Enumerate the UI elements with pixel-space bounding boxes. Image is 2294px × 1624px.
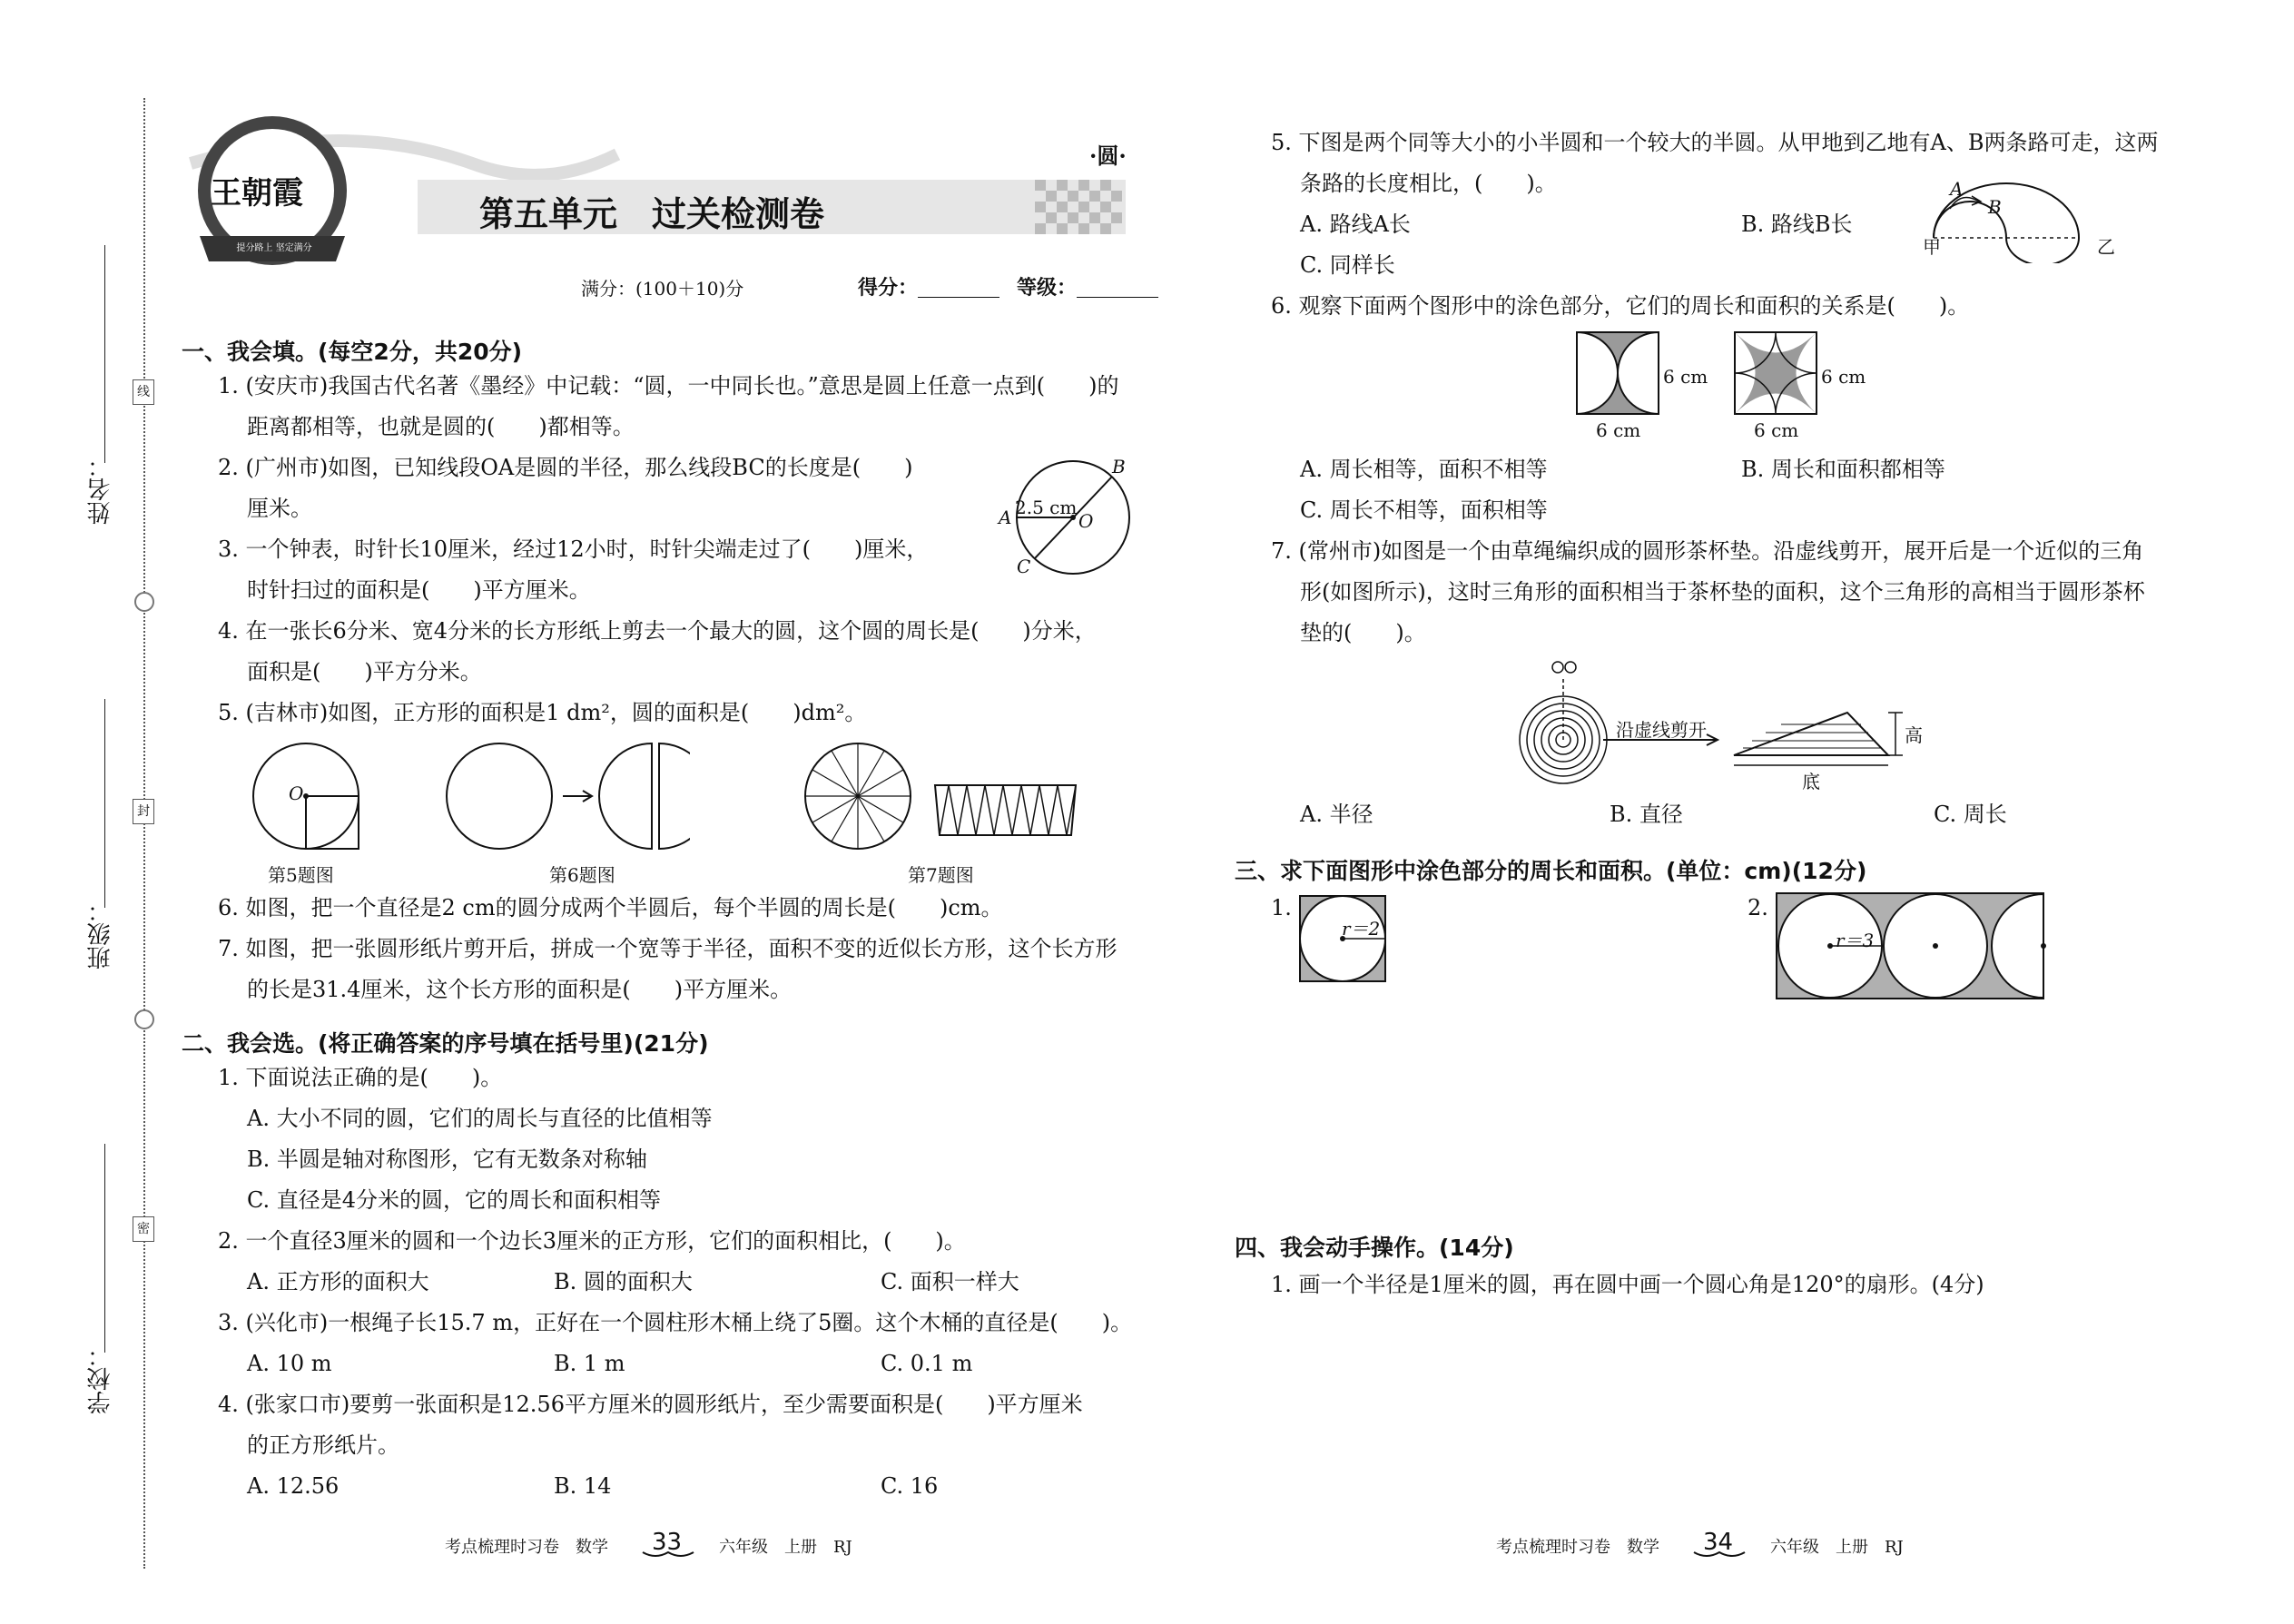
s2-option[interactable]: B. 14 [554,1473,612,1499]
s2-line: 3. (兴化市)一根绳子长15.7 m，正好在一个圆柱形木桶上绕了5圈。这个木桶的直径是( )。 [218,1310,1133,1335]
s2-option[interactable]: C. 面积一样大 [881,1269,1019,1294]
r-q5-start: 甲 [1923,236,1941,258]
s2-line: 的正方形纸片。 [247,1432,399,1458]
q2-point-o: O [1078,510,1094,532]
school-blank[interactable] [104,1144,105,1353]
brand-slogan: 提分路上 坚定满分 [236,243,312,253]
r-q5-option[interactable]: B. 路线B长 [1741,212,1853,237]
r-q7-line: 7. (常州市)如图是一个由草绳编织成的圆形茶杯垫。沿虚线剪开，展开后是一个近似的三角 [1271,538,2144,564]
r-q7-base-label: 底 [1802,771,1820,792]
full-score: 满分：(100＋10)分 [581,278,744,300]
left-page-number-book-icon [641,1549,695,1561]
grade-label-text: 等级： [1017,276,1078,300]
unit-topic: ·圆· [1089,143,1127,169]
binding-ornament-icon [134,592,154,612]
s1-line: 的长是31.4厘米，这个长方形的面积是( )平方厘米。 [247,977,793,1002]
s2-option[interactable]: A. 10 m [247,1351,332,1376]
r-q7-option[interactable]: A. 半径 [1300,802,1373,827]
s1-line: 3. 一个钟表，时针长10厘米，经过12小时，时针尖端走过了( )厘米， [218,536,929,562]
s1-line: 1. (安庆市)我国古代名著《墨经》中记载：“圆，一中同长也。”意思是圆上任意一点到( )的 [218,373,1119,399]
r-q5-line: 条路的长度相比，( )。 [1300,171,1557,196]
school-label: 学校： [87,1343,114,1414]
right-footer-text: 考点梳理时习卷 数学 [1496,1538,1659,1557]
binding-dotted-line [143,98,145,1569]
s2-option[interactable]: A. 正方形的面积大 [247,1269,429,1294]
r-q5-option[interactable]: A. 路线A长 [1300,212,1411,237]
r-q7-line: 垫的( )。 [1300,620,1426,645]
section2-title: 二、我会选。(将正确答案的序号填在括号里)(21分) [182,1030,709,1057]
q2-radius-label: 2.5 cm [1015,497,1078,518]
grade-blank[interactable] [1077,297,1158,298]
s3-item-1: 1. [1271,895,1292,920]
r-q5-line: 5. 下图是两个同等大小的小半圆和一个较大的半圆。从甲地到乙地有A、B两条路可走，这两 [1271,130,2159,155]
s1-line: 7. 如图，把一张圆形纸片剪开后，拼成一个宽等于半径，面积不变的近似长方形，这个长方形 [218,936,1117,961]
grade-label [1017,278,1158,298]
r-q5-end: 乙 [2097,236,2115,258]
s1-line: 5. (吉林市)如图，正方形的面积是1 dm²，圆的面积是( )dm²。 [218,700,867,725]
right-page-number-book-icon [1692,1549,1747,1561]
s2-option[interactable]: C. 0.1 m [881,1351,973,1376]
seal-char-line: 线 [133,379,154,405]
q2-point-a: A [999,507,1012,528]
brand-name: 王朝霞 [211,175,303,212]
class-label: 班级： [87,899,114,969]
score-label [858,278,999,298]
s1-line: 6. 如图，把一个直径是2 cm的圆分成两个半圆后，每个半圆的周长是( )cm。 [218,895,1003,920]
right-page-number: 34 [1703,1529,1734,1556]
r-q6-side-label-2: 6 cm [1821,366,1866,388]
s1-line: 4. 在一张长6分米、宽4分米的长方形纸上剪去一个最大的圆，这个圆的周长是( )分米， [218,618,1097,644]
name-blank[interactable] [104,245,105,463]
s2-option[interactable]: A. 12.56 [247,1473,340,1499]
left-page-number: 33 [652,1529,683,1556]
section4-title: 四、我会动手操作。(14分) [1235,1235,1514,1261]
scissors-icon [1552,662,1563,673]
s2-option[interactable]: B. 圆的面积大 [554,1269,693,1294]
s1-line: 厘米。 [247,496,312,521]
r-q7-height-label: 高 [1905,724,1923,746]
q6-figure [445,740,690,858]
q6-caption: 第6题图 [549,864,615,886]
s2-option[interactable]: B. 半圆是轴对称图形，它有无数条对称轴 [247,1147,647,1172]
s1-line: 时针扫过的面积是( )平方厘米。 [247,577,591,603]
r-q6-option[interactable]: B. 周长和面积都相等 [1741,457,1945,482]
section1-title: 一、我会填。(每空2分，共20分) [182,339,523,365]
s1-line: 距离都相等，也就是圆的( )都相等。 [247,414,635,439]
s1-line: 2. (广州市)如图，已知线段OA是圆的半径，那么线段BC的长度是( ) [218,455,913,480]
r-q5-route-b: B [1988,196,2002,218]
r-q7-option[interactable]: B. 直径 [1610,802,1683,827]
seal-char-secret: 密 [133,1216,154,1242]
s3-item-2: 2. [1748,895,1768,920]
seal-char-seal: 封 [133,799,154,824]
q5-center-o: O [289,782,304,804]
q5-figure [250,740,368,858]
s1-line: 面积是( )平方分米。 [247,659,482,684]
r-q7-cut-label: 沿虚线剪开 [1616,719,1707,741]
q7-figure [803,740,1094,858]
s2-option[interactable]: C. 直径是4分米的圆，它的周长和面积相等 [247,1187,662,1213]
s2-option[interactable]: A. 大小不同的圆，它们的周长与直径的比值相等 [247,1106,713,1131]
r-q7-option[interactable]: C. 周长 [1934,802,2007,827]
s2-option[interactable]: B. 1 m [554,1351,625,1376]
r-q5-route-a: A [1950,178,1964,200]
s4-q1: 1. 画一个半径是1厘米的圆，再在圆中画一个圆心角是120°的扇形。(4分) [1271,1272,1984,1297]
r-q6-line: 6. 观察下面两个图形中的涂色部分，它们的周长和面积的关系是( )。 [1271,293,1970,319]
r-q5-option[interactable]: C. 同样长 [1300,252,1395,278]
s2-option[interactable]: C. 16 [881,1473,939,1499]
r-q7-coaster-figure [1516,658,1934,794]
q7-caption: 第7题图 [908,864,974,886]
s2-line: 2. 一个直径3厘米的圆和一个边长3厘米的正方形，它们的面积相比，( )。 [218,1228,966,1254]
r-q6-bottom-label-2: 6 cm [1754,419,1799,441]
r-q6-option[interactable]: C. 周长不相等，面积相等 [1300,497,1548,523]
s2-line: 4. (张家口市)要剪一张面积是12.56平方厘米的圆形纸片，至少需要面积是( )平方厘米 [218,1392,1083,1417]
page-title: 第五单元 过关检测卷 [479,194,825,234]
r-q6-option[interactable]: A. 周长相等，面积不相等 [1300,457,1548,482]
score-label-text: 得分： [858,276,919,300]
right-footer-grade: 六年级 上册 RJ [1770,1538,1904,1557]
class-blank[interactable] [104,699,105,908]
name-label: 姓名： [87,454,114,525]
s2-line: 1. 下面说法正确的是( )。 [218,1065,503,1090]
s3-fig2-circles-in-rect [1775,891,2047,1000]
left-footer-text: 考点梳理时习卷 数学 [445,1538,608,1557]
r-q6-side-label: 6 cm [1663,366,1708,388]
left-footer-grade: 六年级 上册 RJ [719,1538,852,1557]
binding-ornament-icon [134,1009,154,1029]
s3-fig2-radius: r＝3 [1836,930,1875,951]
s3-fig1-radius: r＝2 [1342,918,1381,940]
q5-caption: 第5题图 [268,864,334,886]
section3-title: 三、求下面图形中涂色部分的周长和面积。(单位：cm)(12分) [1235,858,1867,884]
q2-point-c: C [1017,556,1031,577]
score-blank[interactable] [918,297,999,298]
r-q6-bottom-label: 6 cm [1596,419,1641,441]
q2-point-b: B [1112,456,1126,477]
r-q7-line: 形(如图所示)，这时三角形的面积相当于茶杯垫的面积，这个三角形的高相当于圆形茶杯 [1300,579,2145,605]
